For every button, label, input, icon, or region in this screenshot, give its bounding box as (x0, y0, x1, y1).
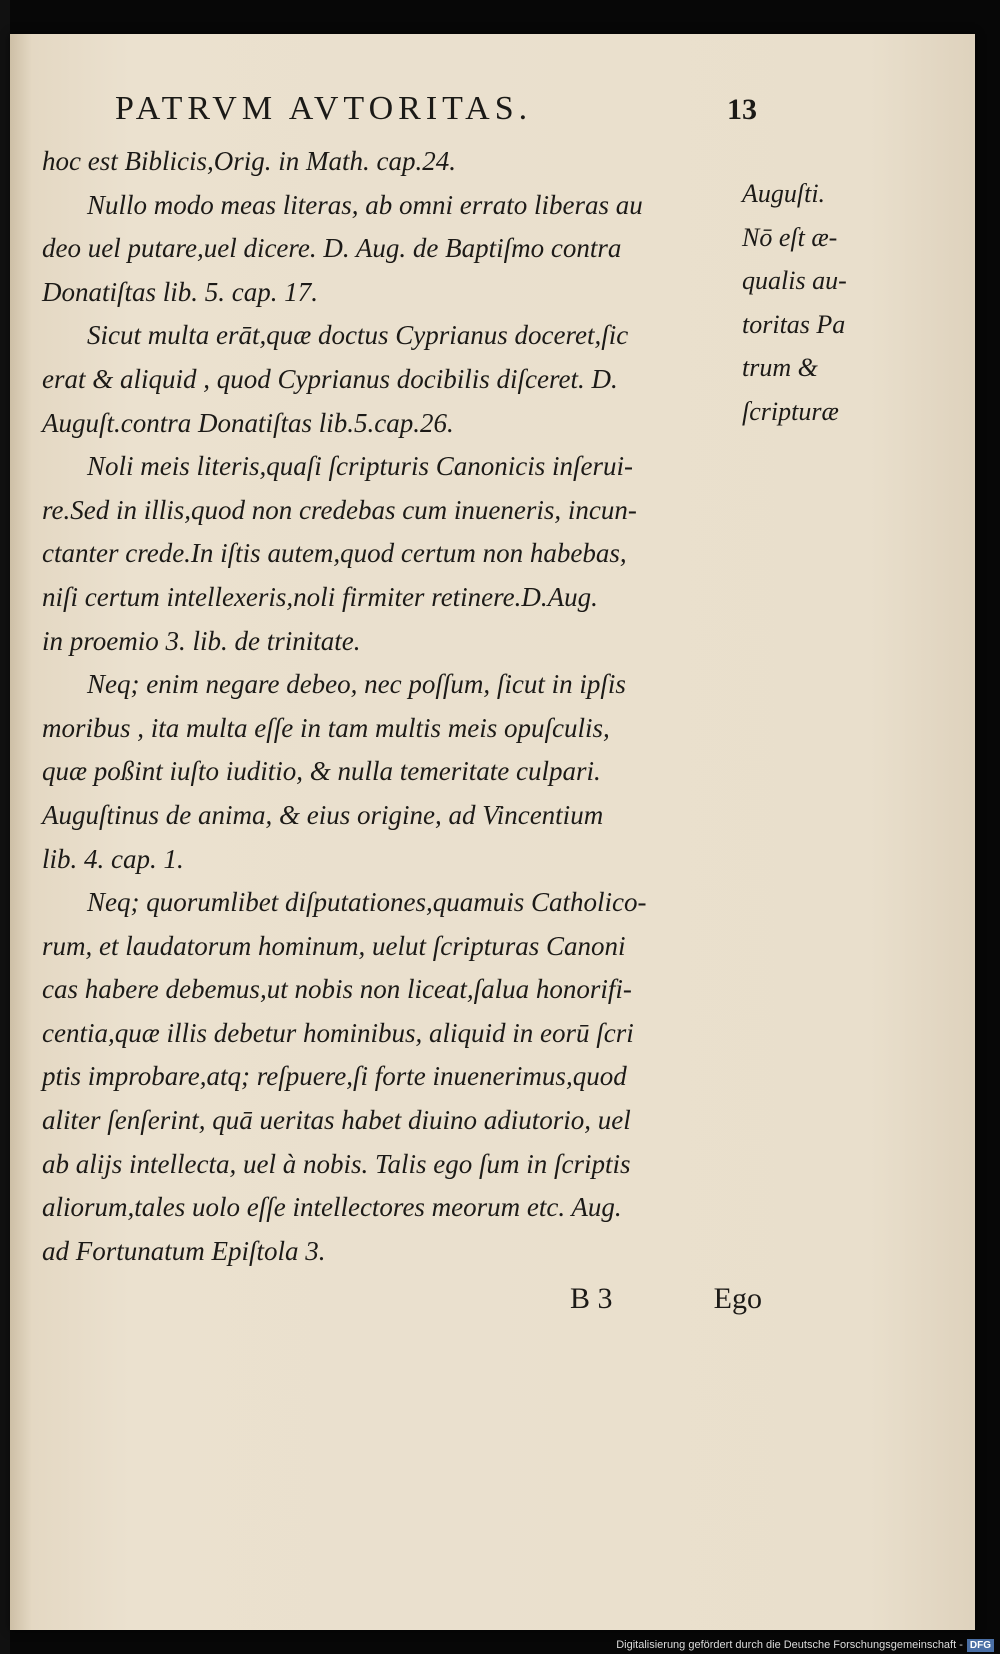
text-line: aliter ſenſerint, quā ueritas habet diuino adiutorio, uel (42, 1105, 631, 1136)
text-line: ptis improbare,atq; reſpuere,ſi forte inuenerimus,quod (42, 1061, 627, 1092)
text-line: Sicut multa erāt,quæ doctus Cyprianus doceret,ſic (87, 320, 629, 351)
paragraph-1 (42, 140, 762, 184)
text-line: Auguſt.contra Donatiſtas lib.5.cap.26. (42, 407, 454, 438)
credit-text: Digitalisierung gefördert durch die Deutsche Forschungsgemeinschaft - (616, 1639, 963, 1651)
text-line: moribus , ita multa eſſe in tam multis meis opuſculis, (42, 712, 610, 743)
scan-background-edge (0, 0, 10, 1654)
text-line: centia,quæ illis debetur hominibus, aliquid in eorū ſcri (42, 1017, 634, 1048)
margin-note (742, 172, 882, 434)
text-line: erat & aliquid , quod Cyprianus docibilis diſceret. D. (42, 363, 618, 394)
text-line: re.Sed in illis,quod non credebas cum inueneris, incun- (42, 494, 637, 525)
page-footer (570, 1282, 762, 1316)
main-text (42, 140, 762, 1273)
margin-note-line: qualis au- (742, 266, 847, 296)
running-title: PATRVM AVTORITAS. (115, 90, 533, 127)
text-line: cas habere debemus,ut nobis non liceat,ſalua honorifi- (42, 974, 632, 1005)
text-line: Neq; enim negare debeo, nec poſſum, ſicut in ipſis (87, 669, 626, 700)
paragraph-5 (42, 663, 762, 881)
digitization-credit (0, 1636, 1000, 1654)
text-line: ad Fortunatum Epiſtola 3. (42, 1235, 326, 1266)
margin-note-line: toritas Pa (742, 309, 846, 339)
signature-mark: B 3 (570, 1282, 613, 1315)
text-line: quæ poßint iuſto iuditio, & nulla temeritate culpari. (42, 756, 601, 787)
margin-note-line: trum & (742, 353, 818, 383)
text-line: ctanter crede.In iſtis autem,quod certum non habebas, (42, 538, 627, 569)
text-line: lib. 4. cap. 1. (42, 843, 184, 874)
margin-note-line: ſcripturæ (742, 396, 839, 426)
paragraph-2 (42, 184, 762, 315)
text-line: Donatiſtas lib. 5. cap. 17. (42, 276, 318, 307)
text-line: Nullo modo meas literas, ab omni errato liberas au (87, 189, 643, 220)
page-number: 13 (727, 93, 757, 126)
paragraph-3 (42, 314, 762, 445)
text-line: deo uel putare,uel dicere. D. Aug. de Baptiſmo contra (42, 233, 622, 264)
dfg-logo: DFG (967, 1639, 994, 1652)
catchword: Ego (713, 1282, 762, 1315)
margin-note-line: Auguſti. (742, 179, 826, 208)
text-line: aliorum,tales uolo eſſe intellectores meorum etc. Aug. (42, 1192, 622, 1223)
text-line: ab alijs intellecta, uel à nobis. Talis ego ſum in ſcriptis (42, 1148, 631, 1179)
text-line: Noli meis literis,quaſi ſcripturis Canonicis inſerui- (87, 451, 634, 482)
text-line: hoc est Biblicis,Orig. in Math. cap.24. (42, 146, 456, 176)
paragraph-4 (42, 445, 762, 663)
text-line: in proemio 3. lib. de trinitate. (42, 625, 361, 656)
paragraph-6 (42, 881, 762, 1273)
text-line: Neq; quorumlibet diſputationes,quamuis Catholico- (87, 887, 647, 918)
margin-note-line: Nō eſt æ- (742, 222, 838, 252)
text-line: Auguſtinus de anima, & eius origine, ad Vincentium (42, 799, 604, 830)
page-header (115, 90, 775, 128)
text-line: rum, et laudatorum hominum, uelut ſcripturas Canoni (42, 930, 626, 961)
text-line: niſi certum intellexeris,noli firmiter retinere.D.Aug. (42, 581, 598, 612)
